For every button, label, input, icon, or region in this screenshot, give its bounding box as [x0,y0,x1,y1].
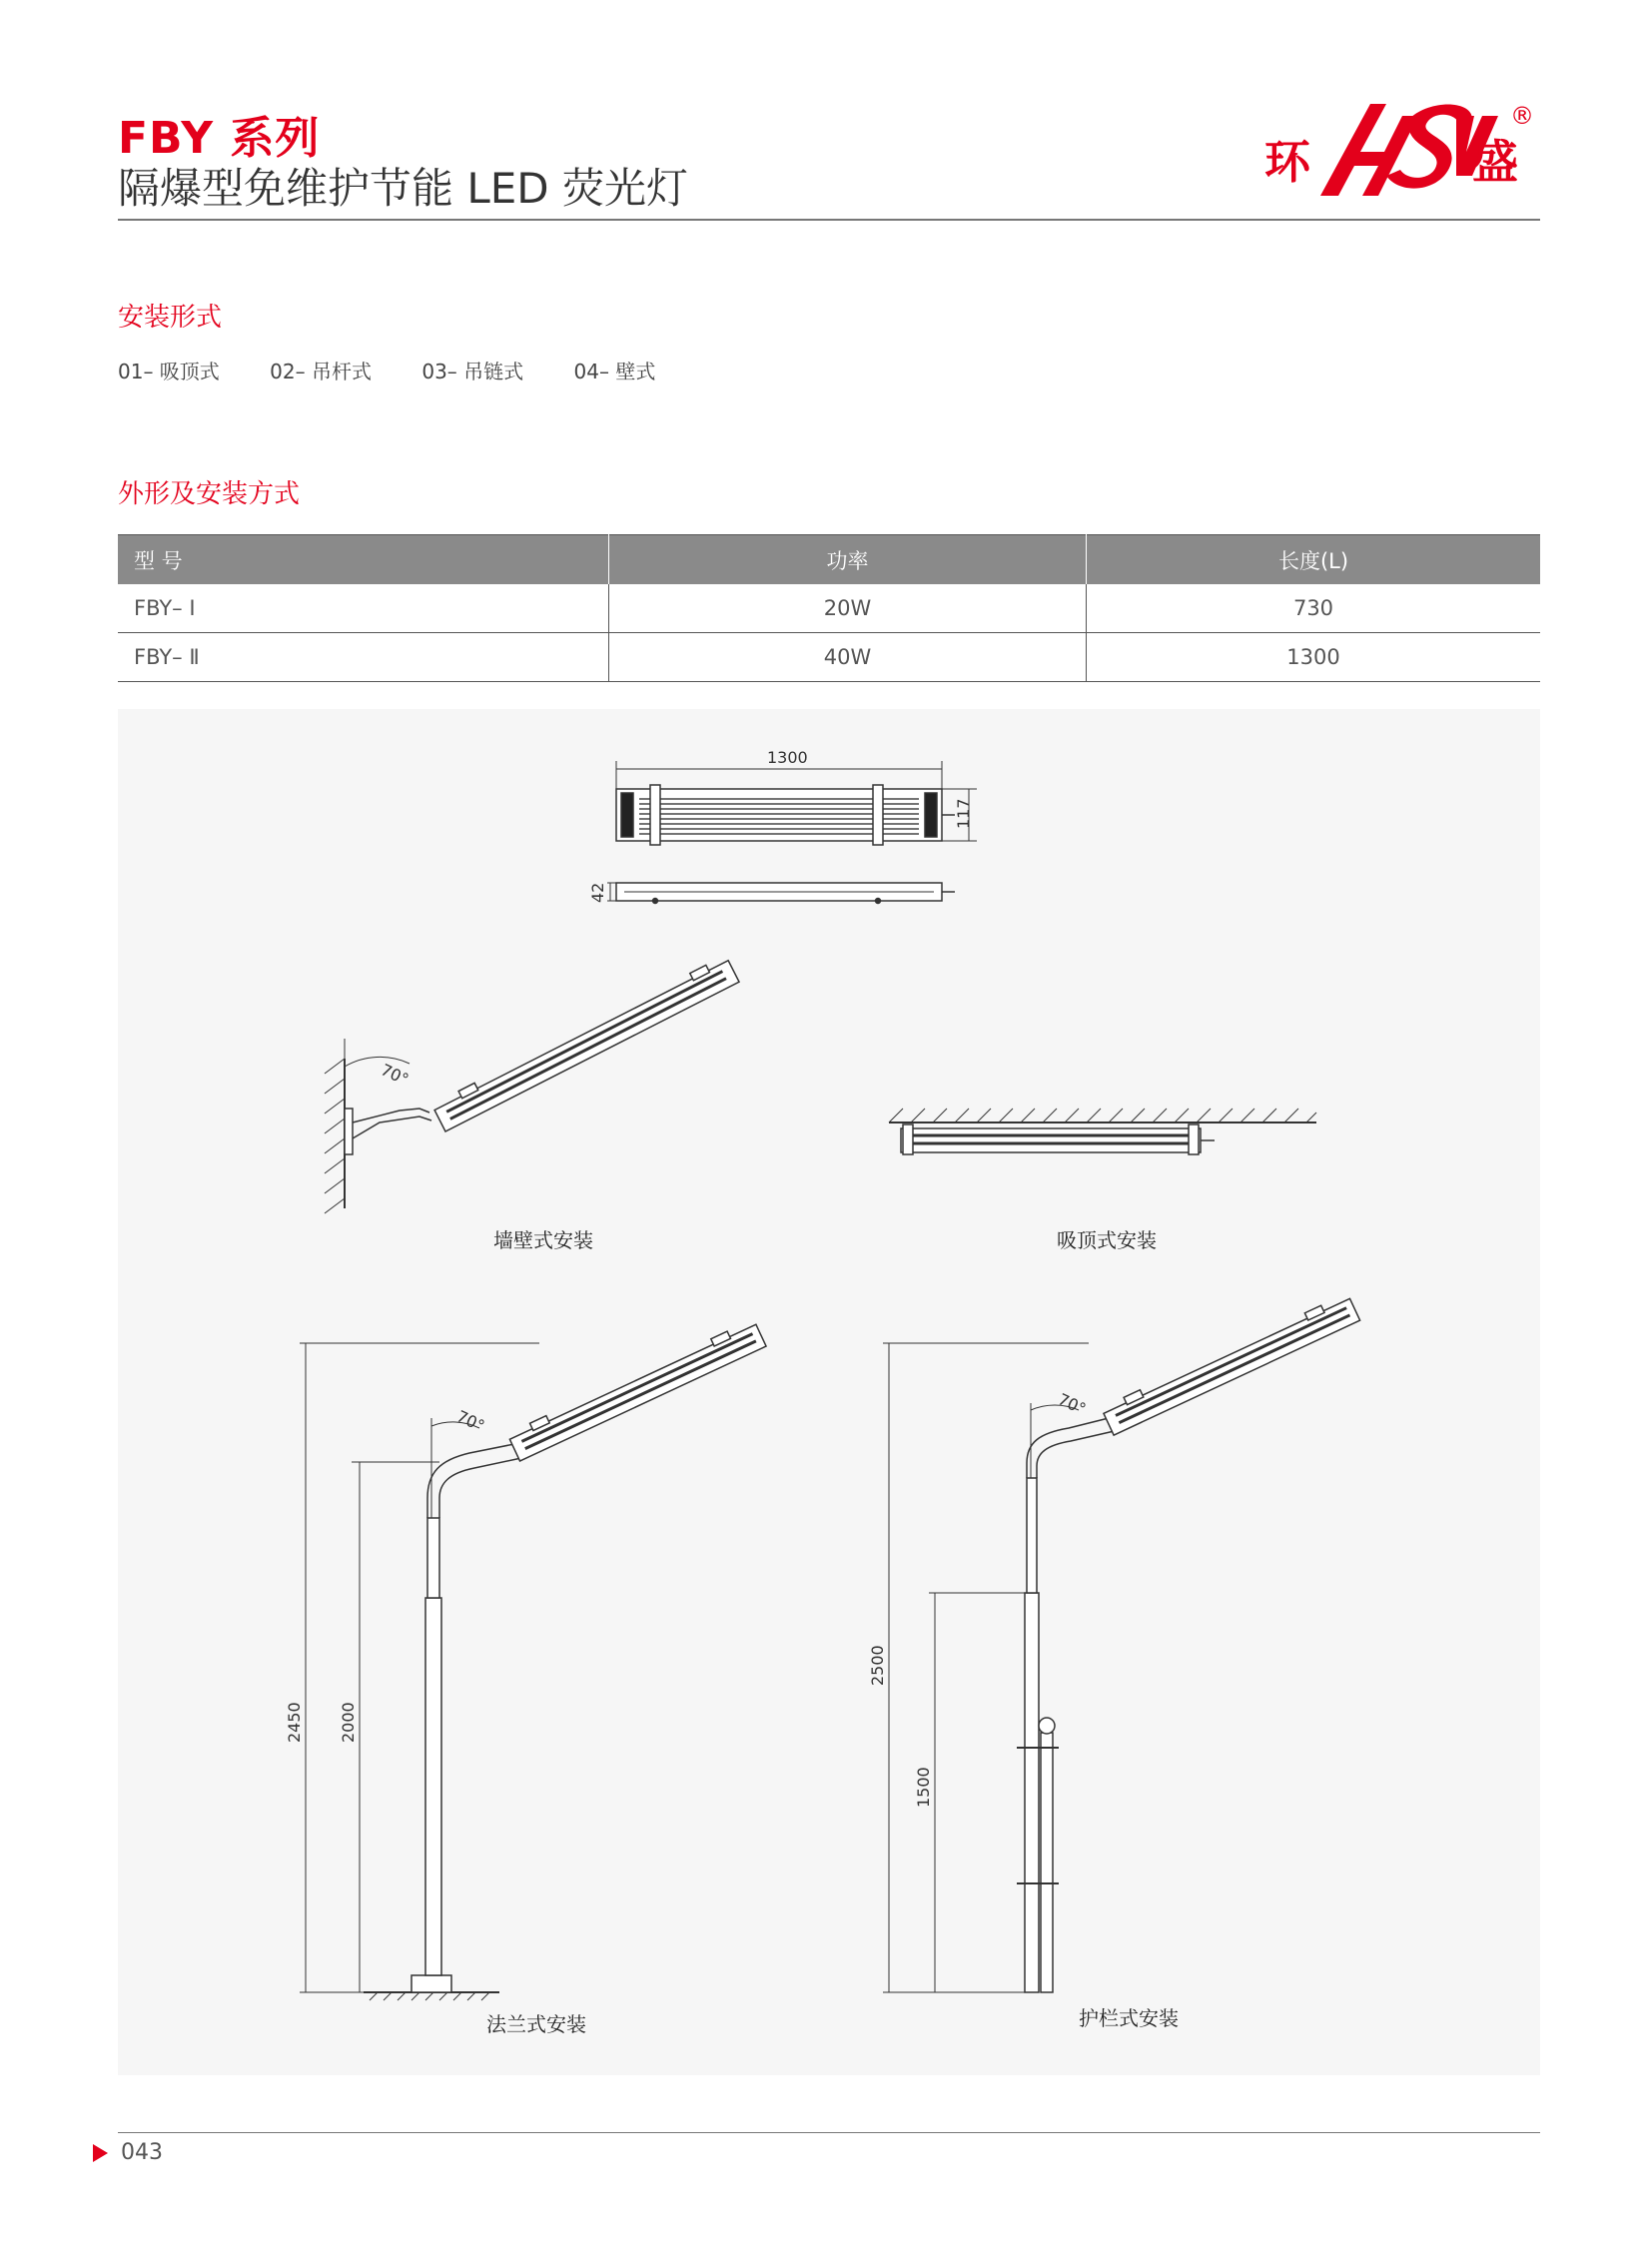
railing-caption: 护栏式安装 [1079,2006,1179,2030]
cell-length: 730 [1087,584,1541,633]
dim-height: 117 [954,798,973,829]
wall-angle-label: 70° [378,1060,413,1090]
install-form-item: 04– 壁式 [573,360,656,383]
install-forms-title: 安装形式 [118,303,223,333]
cell-power: 40W [609,633,1087,682]
page-arrow-icon [93,2144,108,2162]
install-form-item: 03– 吊链式 [421,360,524,383]
railing-mount-drawing [883,1293,1360,1992]
flange-pole-height: 2000 [339,1702,358,1743]
flange-caption: 法兰式安装 [486,2012,586,2036]
dim-length: 1300 [767,748,808,767]
wall-mount-drawing [325,955,739,1213]
spec-section-title: 外形及安装方式 [118,479,301,509]
col-power: 功率 [609,535,1087,585]
railing-rail-height: 1500 [914,1767,933,1808]
cell-model: FBY– Ⅱ [118,633,609,682]
lamp-top-view [616,761,977,845]
install-form-item: 01– 吸顶式 [118,360,220,383]
cell-model: FBY– Ⅰ [118,584,609,633]
ceiling-mount-drawing [889,1109,1316,1154]
flange-angle-label: 70° [453,1406,488,1436]
install-form-item: 02– 吊杆式 [270,360,372,383]
ceiling-caption: 吸顶式安装 [1057,1228,1157,1252]
railing-total-height: 2500 [868,1645,887,1686]
logo-left-char: 环 [1264,135,1310,189]
cell-length: 1300 [1087,633,1541,682]
wall-caption: 墙壁式安装 [493,1228,593,1252]
registered-mark: ® [1510,102,1534,130]
col-model: 型 号 [118,535,609,585]
logo-right-char: 盛 [1472,135,1518,189]
col-length: 长度(L) [1087,535,1541,585]
series-title: FBY 系列 [118,113,321,164]
page-number: 043 [121,2140,163,2165]
product-title: 隔爆型免维护节能 LED 荧光灯 [118,164,688,213]
lamp-side-view [607,883,955,904]
flange-total-height: 2450 [285,1702,304,1743]
footer-divider [118,2132,1540,2133]
dim-depth: 42 [588,882,607,903]
cell-power: 20W [609,584,1087,633]
railing-angle-label: 70° [1055,1389,1090,1419]
flange-mount-drawing [300,1319,766,2000]
